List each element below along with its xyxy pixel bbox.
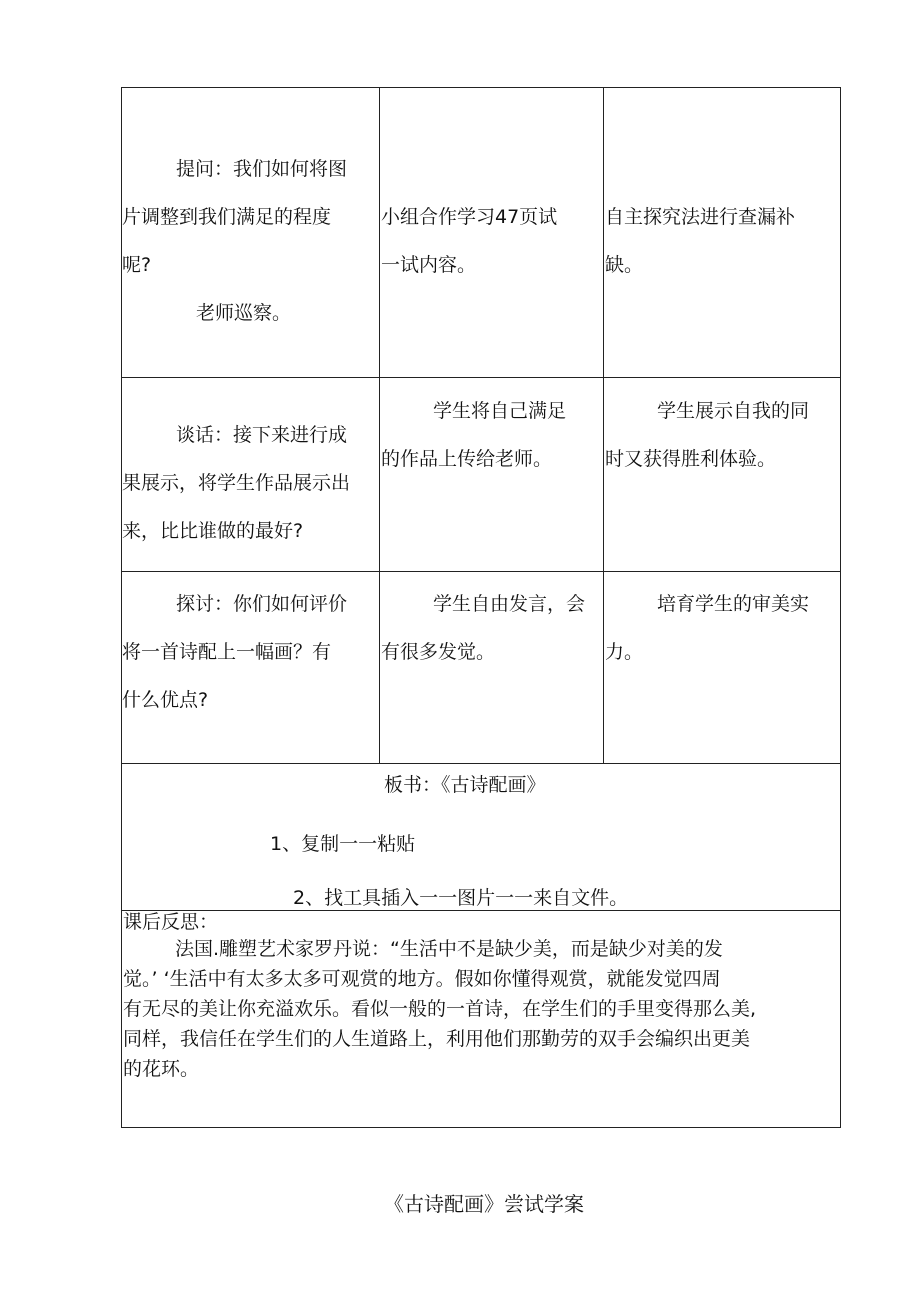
reflection-heading: 课后反思： <box>123 911 219 933</box>
row1-student-cell <box>381 193 603 289</box>
row3-intent-cell <box>605 580 840 676</box>
row2-intent-cell <box>605 387 840 483</box>
table-border-bottom <box>121 1127 841 1128</box>
row2-teacher-line: 果展示，将学生作品展示出 <box>122 472 351 494</box>
reflection-line: 同样，我信任在学生们的人生道路上，利用他们那勤劳的双手会编织出更美 <box>123 1028 751 1050</box>
row3-student-cell <box>381 580 603 676</box>
row2-student-line: 的作品上传给老师。 <box>381 448 553 470</box>
table-border-top <box>121 87 841 88</box>
row1-teacher-line: 片调整到我们满足的程度 <box>122 206 332 228</box>
row1-student-line: 小组合作学习47页试 <box>381 206 558 228</box>
reflection-line: 觉。’ ‘生活中有太多太多可观赏的地方。假如你懂得观赏，就能发觉四周 <box>123 968 721 990</box>
row1-teacher-line: 老师巡察。 <box>196 302 292 324</box>
board-title: 板书：《古诗配画》 <box>384 774 546 796</box>
row3-student-line: 学生自由发言，会 <box>433 593 586 615</box>
table-row-divider-2 <box>121 571 841 572</box>
row2-intent-line: 学生展示自我的同 <box>657 400 810 422</box>
row1-teacher-cell <box>122 145 379 337</box>
table-col-divider-1 <box>379 87 380 764</box>
table-border-right <box>840 87 841 1128</box>
row1-student-line: 一试内容。 <box>381 254 477 276</box>
row3-teacher-line: 将一首诗配上一幅画？有 <box>122 641 332 663</box>
row2-teacher-line: 来，比比谁做的最好? <box>122 520 304 542</box>
row2-student-line: 学生将自己满足 <box>433 400 567 422</box>
reflection-line: 的花环。 <box>123 1058 200 1080</box>
row2-intent-line: 时又获得胜利体验。 <box>605 448 777 470</box>
row3-teacher-line: 探讨：你们如何评价 <box>176 593 348 615</box>
row3-teacher-line: 什么优点? <box>122 689 209 711</box>
row1-intent-line: 缺。 <box>605 254 644 276</box>
reflection-line: 有无尽的美让你充溢欢乐。看似一般的一首诗，在学生们的手里变得那么美, <box>123 998 757 1020</box>
row3-student-line: 有很多发觉。 <box>381 641 496 663</box>
row3-intent-line: 培育学生的审美实 <box>657 593 810 615</box>
row1-teacher-line: 提问：我们如何将图 <box>176 158 348 180</box>
row2-teacher-cell <box>122 411 379 555</box>
row2-student-cell <box>381 387 603 483</box>
row1-teacher-line: 呢? <box>122 254 152 276</box>
reflection-line: 法国.雕塑艺术家罗丹说：“生活中不是缺少美，而是缺少对美的发 <box>175 938 723 960</box>
row1-intent-line: 自主探究法进行查漏补 <box>605 206 796 228</box>
board-step-1: 1、复制一一粘贴 <box>270 833 416 855</box>
row1-intent-cell <box>605 193 840 289</box>
reflection-section <box>123 910 839 1084</box>
table-row-divider-1 <box>121 377 841 378</box>
row2-teacher-line: 谈话：接下来进行成 <box>176 424 348 446</box>
row3-intent-line: 力。 <box>605 641 644 663</box>
row3-teacher-cell <box>122 580 379 724</box>
document-title: 《古诗配画》尝试学案 <box>384 1192 584 1216</box>
table-col-divider-2 <box>603 87 604 764</box>
board-step-2: 2、找工具插入一一图片一一来自文件。 <box>293 887 629 909</box>
